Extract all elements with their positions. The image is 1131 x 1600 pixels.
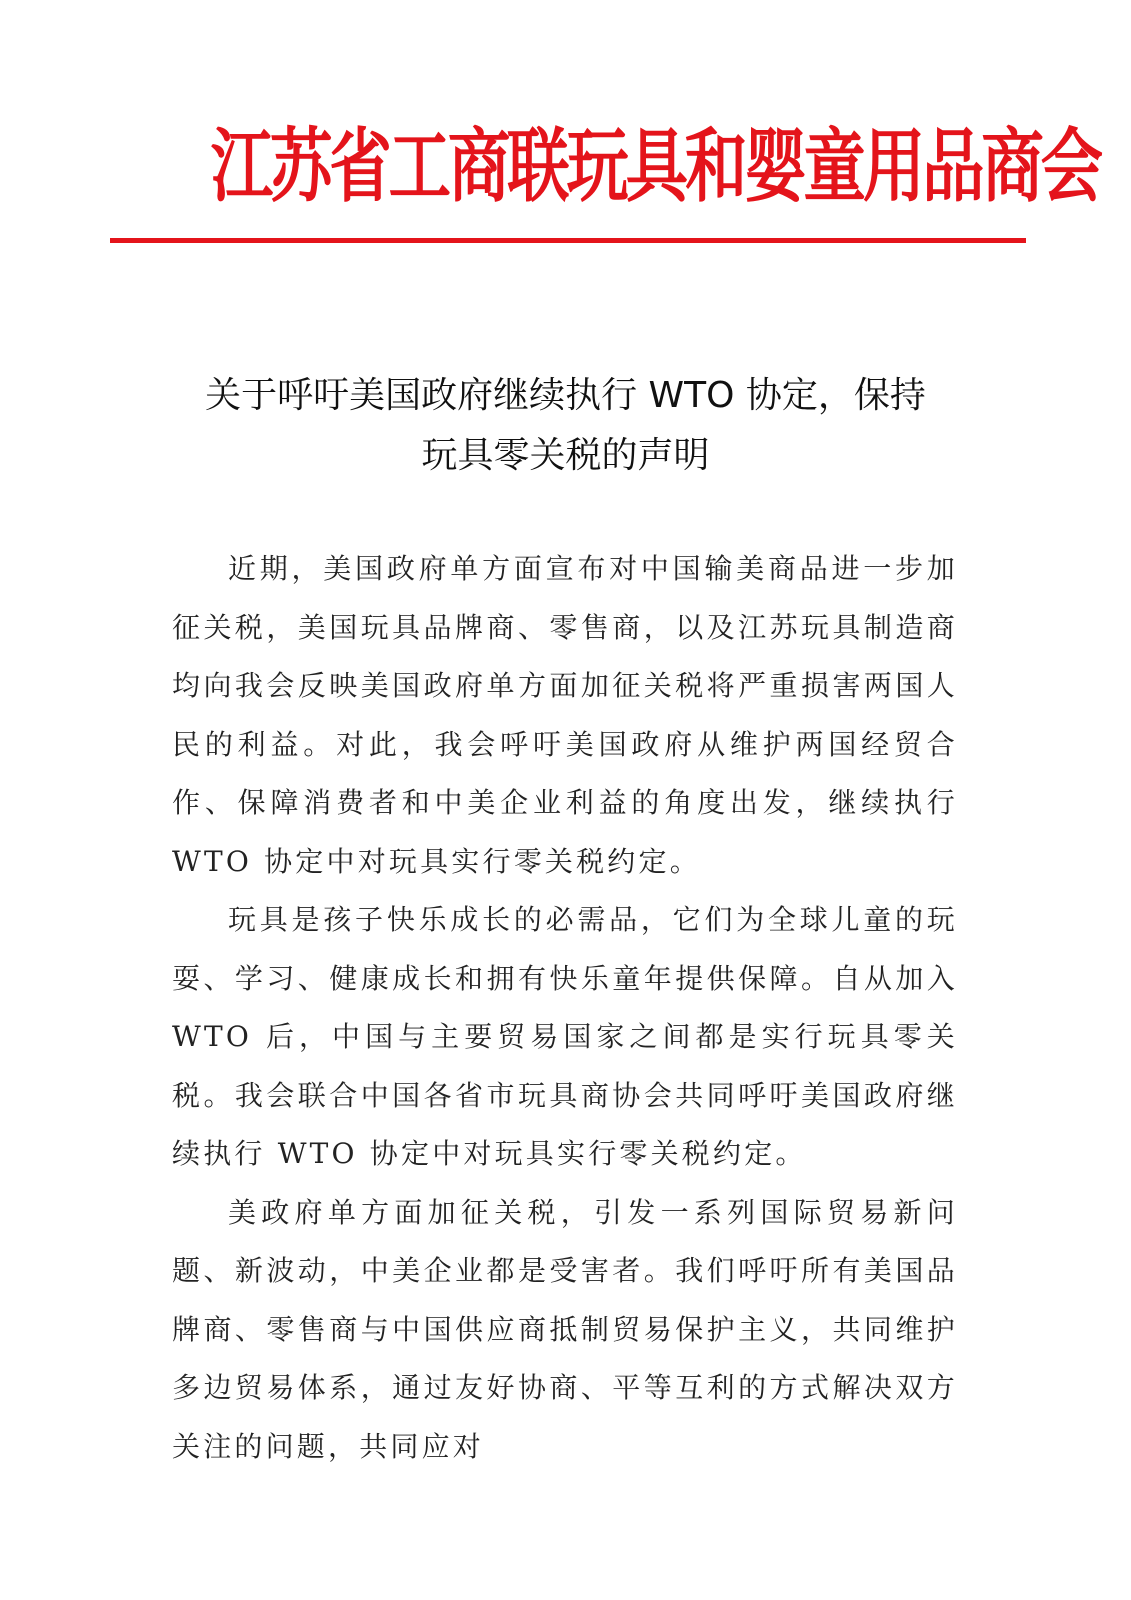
body-paragraph: 近期，美国政府单方面宣布对中国输美商品进一步加征关税，美国玩具品牌商、零售商，以及江苏玩具制造商均向我会反映美国政府单方面加征关税将严重损害两国人民的利益。对此，我会呼吁美国政府从维护两国经贸合作、保障消费者和中美企业利益的角度出发，继续执行 WTO 协定中对玩具实行零关税约定。: [172, 552, 958, 878]
body-paragraph: 玩具是孩子快乐成长的必需品，它们为全球儿童的玩耍、学习、健康成长和拥有快乐童年提供保障。自从加入 WTO 后，中国与主要贸易国家之间都是实行玩具零关税。我会联合中国各省市玩具商协会共同呼吁美国政府继续执行 WTO 协定中对玩具实行零关税约定。: [172, 903, 958, 1170]
letterhead-org-name: 江苏省工商联玩具和婴童用品商会: [210, 119, 1100, 213]
document-body: [172, 540, 958, 1476]
document-title: [150, 366, 981, 486]
body-paragraph: 美政府单方面加征关税，引发一系列国际贸易新问题、新波动，中美企业都是受害者。我们呼吁所有美国品牌商、零售商与中国供应商抵制贸易保护主义，共同维护多边贸易体系，通过友好协商、平等互利的方式解决双方关注的问题，共同应对: [172, 1195, 958, 1463]
letterhead-red-rule: [110, 238, 1026, 243]
document-title-line-1: 关于呼吁美国政府继续执行 WTO 协定，保持: [205, 375, 926, 416]
document-title-line-2: 玩具零关税的声明: [421, 435, 710, 476]
